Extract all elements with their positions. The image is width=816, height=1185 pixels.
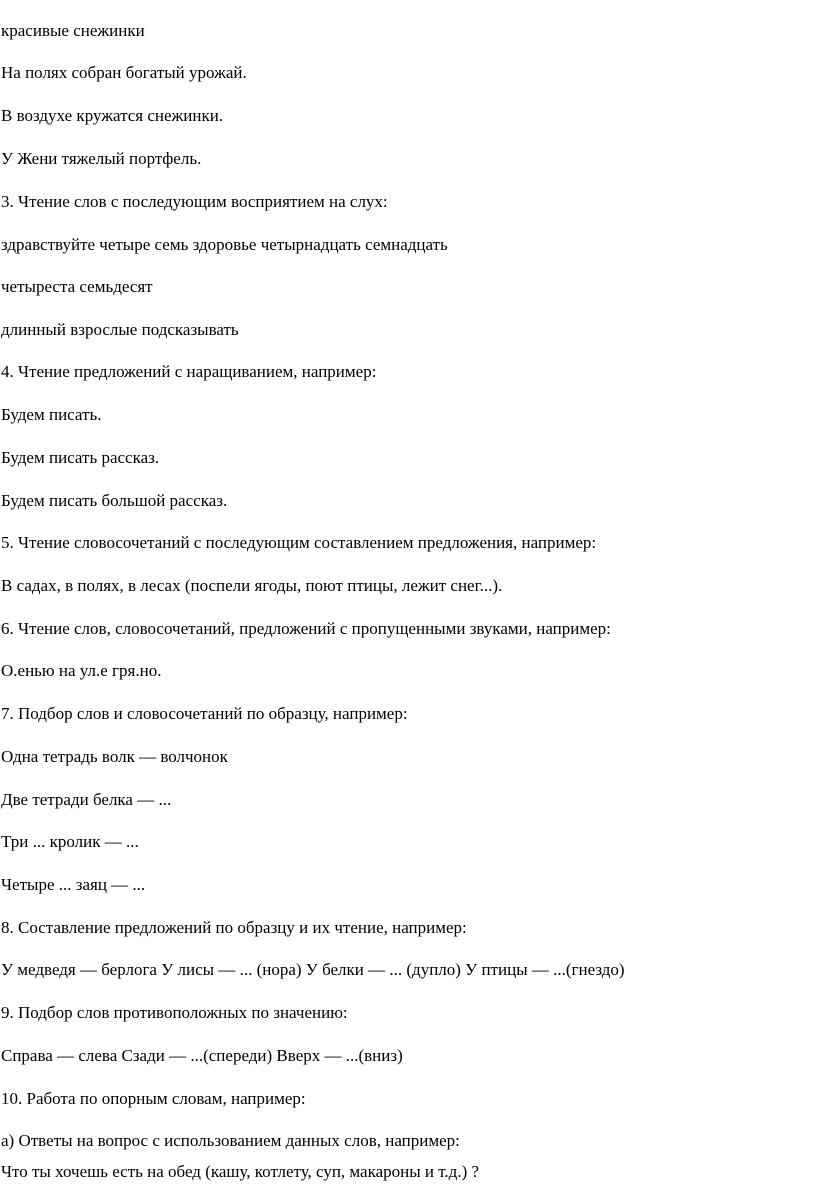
text-line: У медведя — берлога У лисы — ... (нора) У белки — ... (дупло) У птицы — ...(гнездо)	[1, 960, 625, 979]
text-line: четыреста семьдесят	[1, 277, 153, 296]
text-line: В воздухе кружатся снежинки.	[1, 106, 224, 125]
text-line: 8. Составление предложений по образцу и их чтение, например:	[1, 918, 467, 937]
text-line: У Жени тяжелый портфель.	[1, 149, 202, 168]
text-line: О.енью на ул.е гря.но.	[1, 661, 162, 680]
text-line: 7. Подбор слов и словосочетаний по образцу, например:	[1, 704, 408, 723]
text-line: Три ... кролик — ...	[1, 832, 139, 851]
text-line: а) Ответы на вопрос с использованием данных слов, например:	[1, 1131, 460, 1150]
text-line: красивые снежинки	[1, 21, 145, 40]
text-line: 6. Чтение слов, словосочетаний, предложений с пропущенными звуками, например:	[1, 619, 611, 638]
text-line: здравствуйте четыре семь здоровье четырнадцать семнадцать	[1, 235, 448, 254]
text-line: 3. Чтение слов с последующим восприятием на слух:	[1, 192, 388, 211]
text-line: В садах, в полях, в лесах (поспели ягоды, поют птицы, лежит снег...).	[1, 576, 503, 595]
text-line: Две тетради белка — ...	[1, 790, 172, 809]
text-line: Справа — слева Сзади — ...(спереди) Вверх — ...(вниз)	[1, 1046, 403, 1065]
text-line: Одна тетрадь волк — волчонок	[1, 747, 228, 766]
text-line: длинный взрослые подсказывать	[1, 320, 239, 339]
text-line: Четыре ... заяц — ...	[1, 875, 146, 894]
text-line: Что ты хочешь есть на обед (кашу, котлету, суп, макароны и т.д.) ?	[1, 1162, 480, 1181]
text-line: На полях собран богатый урожай.	[1, 63, 247, 82]
text-line: 9. Подбор слов противоположных по значению:	[1, 1003, 348, 1022]
text-line: Будем писать рассказ.	[1, 448, 160, 467]
text-line: 10. Работа по опорным словам, например:	[1, 1089, 306, 1108]
text-line: Будем писать.	[1, 405, 102, 424]
text-line: Будем писать большой рассказ.	[1, 491, 228, 510]
text-line: 4. Чтение предложений с наращиванием, например:	[1, 362, 377, 381]
text-line: 5. Чтение словосочетаний с последующим составлением предложения, например:	[1, 533, 597, 552]
